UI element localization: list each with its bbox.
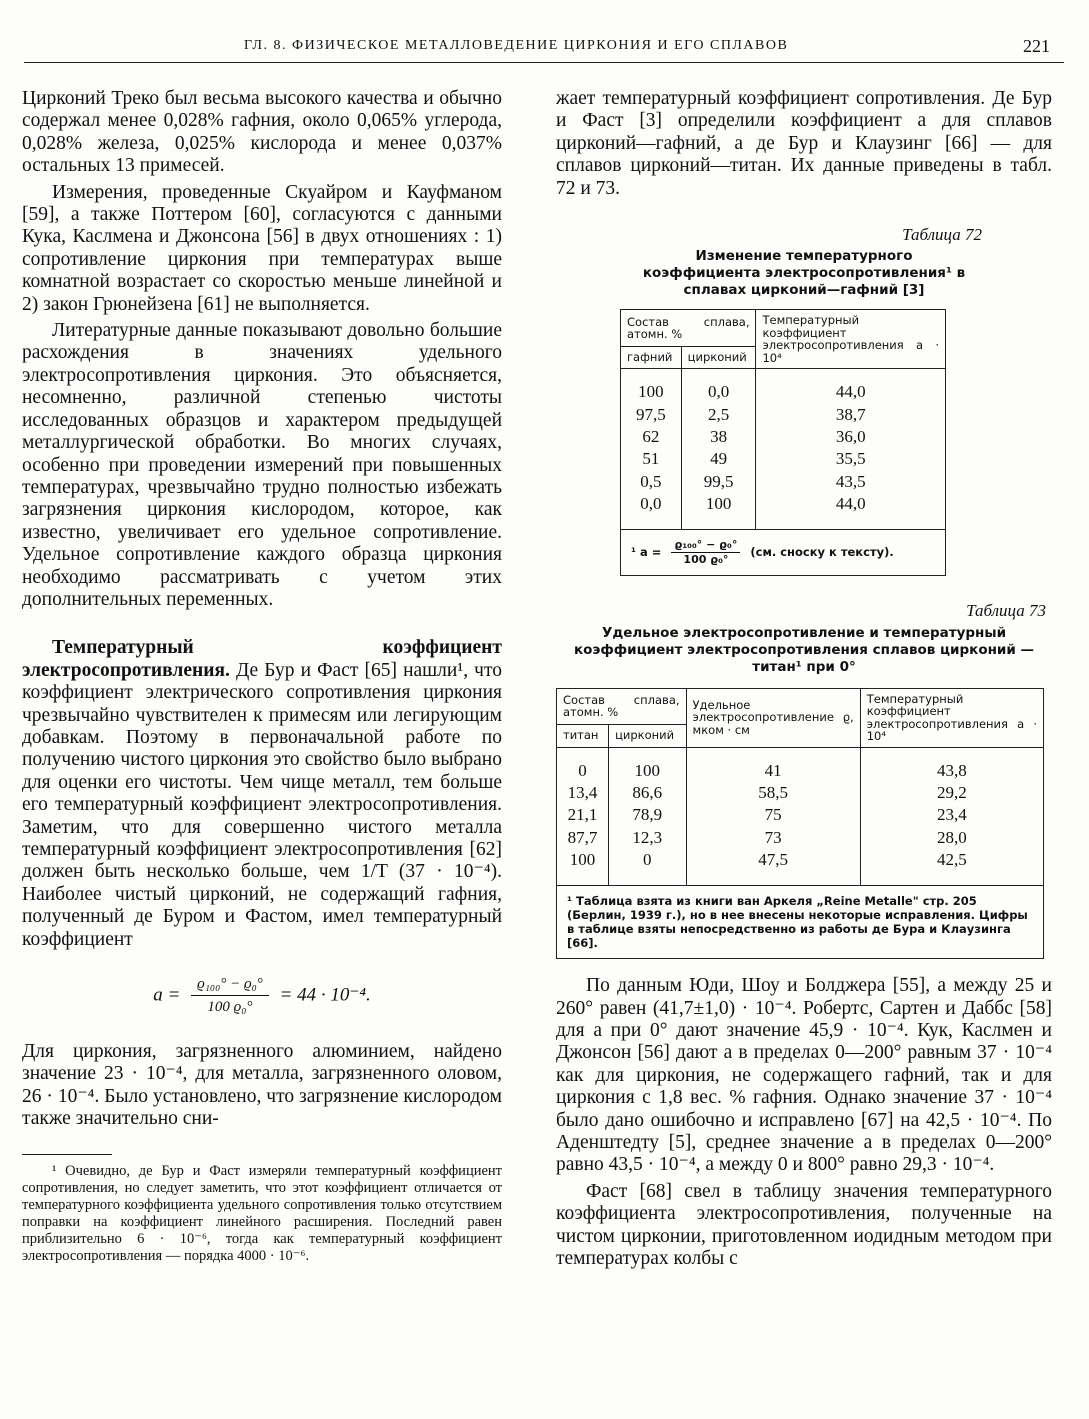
table-cell: 29,2 — [860, 782, 1043, 804]
table-cell: 62 — [621, 426, 682, 448]
table-row — [557, 747, 1044, 782]
page-number: 221 — [1023, 36, 1050, 56]
table-header: Температурный коэффициент электросопротивления a · 10⁴ — [860, 688, 1043, 747]
paragraph: Цирконий Треко был весьма высокого качества и обычно содержал менее 0,028% гафния, около 0,065% углерода, 0,028% железа, 0,025% кислорода и менее 0,037% остальных 13 примесей. — [22, 88, 502, 177]
table-cell: 41 — [686, 747, 860, 782]
table-cell: 44,0 — [756, 369, 946, 404]
table-header: цирконий — [681, 346, 756, 369]
section-heading: Температурный коэффициент электросопротивления. — [22, 637, 502, 681]
table-72-footnote — [621, 530, 946, 576]
table-row — [621, 369, 946, 404]
table-row — [621, 448, 946, 470]
table-row — [621, 404, 946, 426]
table-header: цирконий — [609, 724, 686, 747]
footnote-suffix: (см. сноску к тексту). — [750, 545, 894, 560]
paragraph: По данным Юди, Шоу и Болджера [55], a между 25 и 260° равен (41,7±1,0) · 10⁻⁴. Робертс, Сартен и Даббс [58] для a при 0° дают значение 45,9 · 10⁻⁴. Кук, Каслмен и Джонсон [56] дают a в пределах 0—200° равным 37 · 10⁻⁴ как для циркония, не содержащего гафний, так и для циркония с 1,8 вес. % гафния. Однако значение 37 · 10⁻⁴ было дано ошибочно и исправлено [67] на 42,5 · 10⁻⁴. По Аденштедту [5], среднее значение a в пределах 0—200° равно 43,5 · 10⁻⁴, а между 0 и 800° равно 29,3 · 10⁻⁴. — [556, 975, 1052, 1176]
table-cell: 97,5 — [621, 404, 682, 426]
formula-rhs: = 44 · 10⁻⁴. — [279, 984, 371, 1006]
formula-numerator: ϱ₁₀₀° − ϱ₀° — [191, 973, 269, 996]
table-73-caption: Таблица 73 — [966, 601, 1046, 621]
right-column — [556, 88, 1052, 1270]
table-header-group: Состав сплава, атомн. % — [621, 310, 756, 346]
table-row — [621, 493, 946, 530]
formula — [22, 973, 502, 1019]
paragraph: Измерения, проведенные Скуайром и Кауфманом [59], а также Поттером [60], согласуются с данными Кука, Каслмена и Джонсона [56] в двух отношениях : 1) сопротивление циркония при температурах выше комнатной возрастает со скоростью меньше линейной и 2) закон Грюнейзена [61] не выполняется. — [22, 181, 502, 315]
table-cell: 86,6 — [609, 782, 686, 804]
table-cell: 42,5 — [860, 849, 1043, 886]
footnote-denominator: 100 ϱ₀° — [683, 553, 729, 567]
left-column — [22, 88, 502, 1265]
section-paragraph — [22, 637, 502, 951]
table-cell: 0 — [557, 747, 609, 782]
table-cell: 0,0 — [681, 369, 756, 404]
section-text: Де Бур и Фаст [65] нашли¹, что коэффициент электрического сопротивления циркония чрезвычайно чувствителен к примесям или легирующим добавкам. Поэтому в первоначальной работе по получению чистого циркония это свойство было выбрано для оценки его чистоты. Чем чище металл, тем больше его температурный коэффициент электросопротивления. Заметим, что для совершенно чистого металла температурный коэффициент электросопротивления [62] должен быть несколько больше, чем 1/T (37 · 10⁻⁴). Наиболее чистый цирконий, не содержащий гафния, полученный де Буром и Фастом, имел температурный коэффициент — [22, 659, 502, 950]
footnote-prefix: ¹ a = — [631, 545, 662, 560]
formula-lhs: a = — [153, 984, 181, 1006]
table-cell: 38,7 — [756, 404, 946, 426]
table-cell: 100 — [681, 493, 756, 530]
table-row — [557, 804, 1044, 826]
footnote-numerator: ϱ₁₀₀° − ϱ₀° — [671, 538, 740, 553]
table-header: Удельное электросопротивление ϱ, мком · см — [686, 688, 860, 747]
table-cell: 73 — [686, 827, 860, 849]
table-header: титан — [557, 724, 609, 747]
table-cell: 47,5 — [686, 849, 860, 886]
table-row — [557, 827, 1044, 849]
table-cell: 0,5 — [621, 471, 682, 493]
table-cell: 58,5 — [686, 782, 860, 804]
table-header-group: Состав сплава, атомн. % — [557, 688, 687, 724]
header-rule — [24, 62, 1064, 63]
table-cell: 0,0 — [621, 493, 682, 530]
table-cell: 100 — [557, 849, 609, 886]
table-cell: 38 — [681, 426, 756, 448]
table-cell: 21,1 — [557, 804, 609, 826]
table-cell: 43,8 — [860, 747, 1043, 782]
paragraph: жает температурный коэффициент сопротивления. Де Бур и Фаст [3] определили коэффициент a для сплавов цирконий—гафний, а де Бур и Клаузинг [66] — для сплавов цирконий—титан. Их данные приведены в табл. 72 и 73. — [556, 88, 1052, 199]
table-72 — [620, 309, 946, 576]
table-cell: 0 — [609, 849, 686, 886]
table-cell: 100 — [621, 369, 682, 404]
table-cell: 99,5 — [681, 471, 756, 493]
table-cell: 2,5 — [681, 404, 756, 426]
table-cell: 12,3 — [609, 827, 686, 849]
footnote-fraction — [671, 538, 740, 567]
formula-denominator: 100 ϱ₀° — [207, 999, 253, 1016]
table-cell: 43,5 — [756, 471, 946, 493]
paragraph: Фаст [68] свел в таблицу значения температурного коэффициента электросопротивления, полученные на чистом цирконии, приготовленном иодидным методом при температурах колбы с — [556, 1180, 1052, 1269]
table-cell: 87,7 — [557, 827, 609, 849]
table-73-footnote: ¹ Таблица взята из книги ван Аркеля „Reine Metalle" стр. 205 (Берлин, 1939 г.), но в нее внесены некоторые исправления. Цифры в таблице взяты непосредственно из работы де Бура и Клаузинга [66]. — [557, 886, 1044, 959]
table-row — [621, 426, 946, 448]
table-cell: 23,4 — [860, 804, 1043, 826]
table-row — [557, 849, 1044, 886]
formula-fraction — [191, 973, 269, 1019]
table-cell: 44,0 — [756, 493, 946, 530]
table-73-title: Удельное электросопротивление и температурный коэффициент электросопротивления сплавов цирконий — титан¹ при 0° — [573, 624, 1035, 675]
table-cell: 13,4 — [557, 782, 609, 804]
running-title: ГЛ. 8. ФИЗИЧЕСКОЕ МЕТАЛЛОВЕДЕНИЕ ЦИРКОНИЯ И ЕГО СПЛАВОВ — [244, 38, 789, 53]
table-cell: 35,5 — [756, 448, 946, 470]
table-header: гафний — [621, 346, 682, 369]
table-cell: 100 — [609, 747, 686, 782]
table-cell: 75 — [686, 804, 860, 826]
running-header — [24, 36, 1064, 66]
table-cell: 78,9 — [609, 804, 686, 826]
table-72-caption: Таблица 72 — [902, 225, 982, 245]
paragraph: Литературные данные показывают довольно большие расхождения в значениях удельного электросопротивления циркония. Это объясняется, несомненно, различной степенью чистоты исследованных образцов и характером предыдущей металлургической обработки. Во многих случаях, особенно при проведении измерений при повышенных температурах, чрезвычайно трудно полностью избежать загрязнения циркония кислородом, которое, как известно, увеличивает его удельное сопротивление. Удельное сопротивление каждого образца циркония необходимо рассматривать с учетом этих дополнительных переменных. — [22, 320, 502, 610]
table-cell: 28,0 — [860, 827, 1043, 849]
table-72-title: Изменение температурного коэффициента электросопротивления¹ в сплавах цирконий—гафний [3] — [642, 248, 966, 299]
table-row — [557, 782, 1044, 804]
table-row — [621, 471, 946, 493]
paragraph: Для циркония, загрязненного алюминием, найдено значение 23 · 10⁻⁴, для металла, загрязненного оловом, 26 · 10⁻⁴. Было установлено, что загрязнение кислородом также значительно сни- — [22, 1040, 502, 1130]
footnote: ¹ Очевидно, де Бур и Фаст измеряли температурный коэффициент сопротивления, но следует заметить, что этот коэффициент отличается от температурного коэффициента удельного сопротивления только отсутствием поправки на коэффициент линейного расширения. Последний равен приблизительно 6 · 10⁻⁶, тогда как температурный коэффициент электросопротивления — порядка 4000 · 10⁻⁶. — [22, 1163, 502, 1265]
footnote-rule — [22, 1154, 112, 1155]
table-header: Температурный коэффициент электросопротивления a · 10⁴ — [756, 310, 946, 369]
table-cell: 51 — [621, 448, 682, 470]
table-cell: 49 — [681, 448, 756, 470]
table-cell: 36,0 — [756, 426, 946, 448]
table-73 — [556, 688, 1044, 959]
